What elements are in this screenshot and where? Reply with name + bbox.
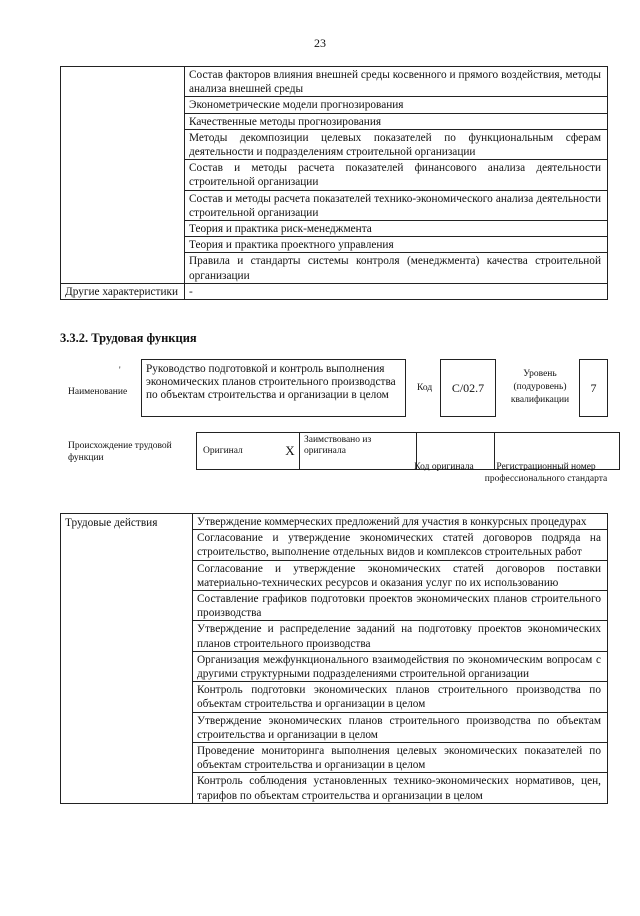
action-row: Утверждение коммерческих предложений для участия в конкурсных процедурах xyxy=(193,514,608,530)
section-title: 3.3.2. Трудовая функция xyxy=(60,331,197,345)
knowledge-row: Состав факторов влияния внешней среды косвенного и прямого воздействия, методы анализа внешней среды xyxy=(185,67,608,97)
knowledge-row: Правила и стандарты системы контроля (менеджмента) качества строительной организации xyxy=(185,253,608,283)
origin-borrowed: Заимствовано из оригинала xyxy=(300,433,417,470)
knowledge-row: Методы декомпозиции целевых показателей по функциональным сферам деятельности и подразделениям строительной организации xyxy=(185,129,608,159)
page-number: 23 xyxy=(314,36,326,50)
action-row: Составление графиков подготовки проектов экономических планов строительного производства xyxy=(193,591,608,621)
actions-table xyxy=(60,513,608,804)
original-code-caption: Код оригинала xyxy=(414,462,474,472)
knowledge-row: Состав и методы расчета показателей технико-экономического анализа деятельности строительной организации xyxy=(185,190,608,220)
action-row: Контроль соблюдения установленных технико-экономических нормативов, цен, тарифов по объектам строительства и организации в целом xyxy=(193,773,608,803)
action-row: Организация межфункционального взаимодействия по экономическим вопросам с другими структурными подразделениями строительной организации xyxy=(193,651,608,681)
reg-number-caption: Регистрационный номер профессионального стандарта xyxy=(484,462,608,484)
action-row: Проведение мониторинга выполнения целевых экономических показателей по объектам строительства и организации в целом xyxy=(193,743,608,773)
function-level: 7 xyxy=(579,359,608,417)
knowledge-row: Эконометрические модели прогнозирования xyxy=(185,97,608,113)
other-characteristics-value: - xyxy=(185,283,608,299)
code-label: Код xyxy=(417,383,433,393)
knowledge-table xyxy=(60,66,608,300)
knowledge-row: Качественные методы прогнозирования xyxy=(185,113,608,129)
origin-original: Оригинал xyxy=(197,433,282,470)
origin-mark: X xyxy=(281,433,300,470)
other-characteristics-label: Другие характеристики xyxy=(61,283,185,299)
name-label: Наименование xyxy=(68,387,128,397)
level-label: Уровень (подуровень) квалификации xyxy=(510,369,570,405)
action-row: Утверждение и распределение заданий на подготовку проектов экономических планов строительного производства xyxy=(193,621,608,651)
knowledge-row: Состав и методы расчета показателей финансового анализа деятельности строительной организации xyxy=(185,160,608,190)
actions-label: Трудовые действия xyxy=(61,514,193,804)
function-code: C/02.7 xyxy=(440,359,496,417)
tick-mark: ' xyxy=(119,365,121,375)
knowledge-row: Теория и практика риск-менеджмента xyxy=(185,221,608,237)
origin-label: Происхождение трудовой функции xyxy=(68,441,172,463)
function-name: Руководство подготовкой и контроль выполнения экономических планов строительного производства по объектам строительства и организации в целом xyxy=(141,359,406,417)
action-row: Согласование и утверждение экономических статей договоров поставки материально-технических ресурсов и оказания услуг по их использованию xyxy=(193,560,608,590)
action-row: Контроль подготовки экономических планов строительного производства по объектам строительства и организации в целом xyxy=(193,682,608,712)
knowledge-label-cell xyxy=(61,67,185,284)
knowledge-row: Теория и практика проектного управления xyxy=(185,237,608,253)
action-row: Согласование и утверждение экономических статей договоров подряда на строительство, выполнение отдельных видов и комплексов строительных работ xyxy=(193,530,608,560)
action-row: Утверждение экономических планов строительного производства по объектам строительства и организации в целом xyxy=(193,712,608,742)
